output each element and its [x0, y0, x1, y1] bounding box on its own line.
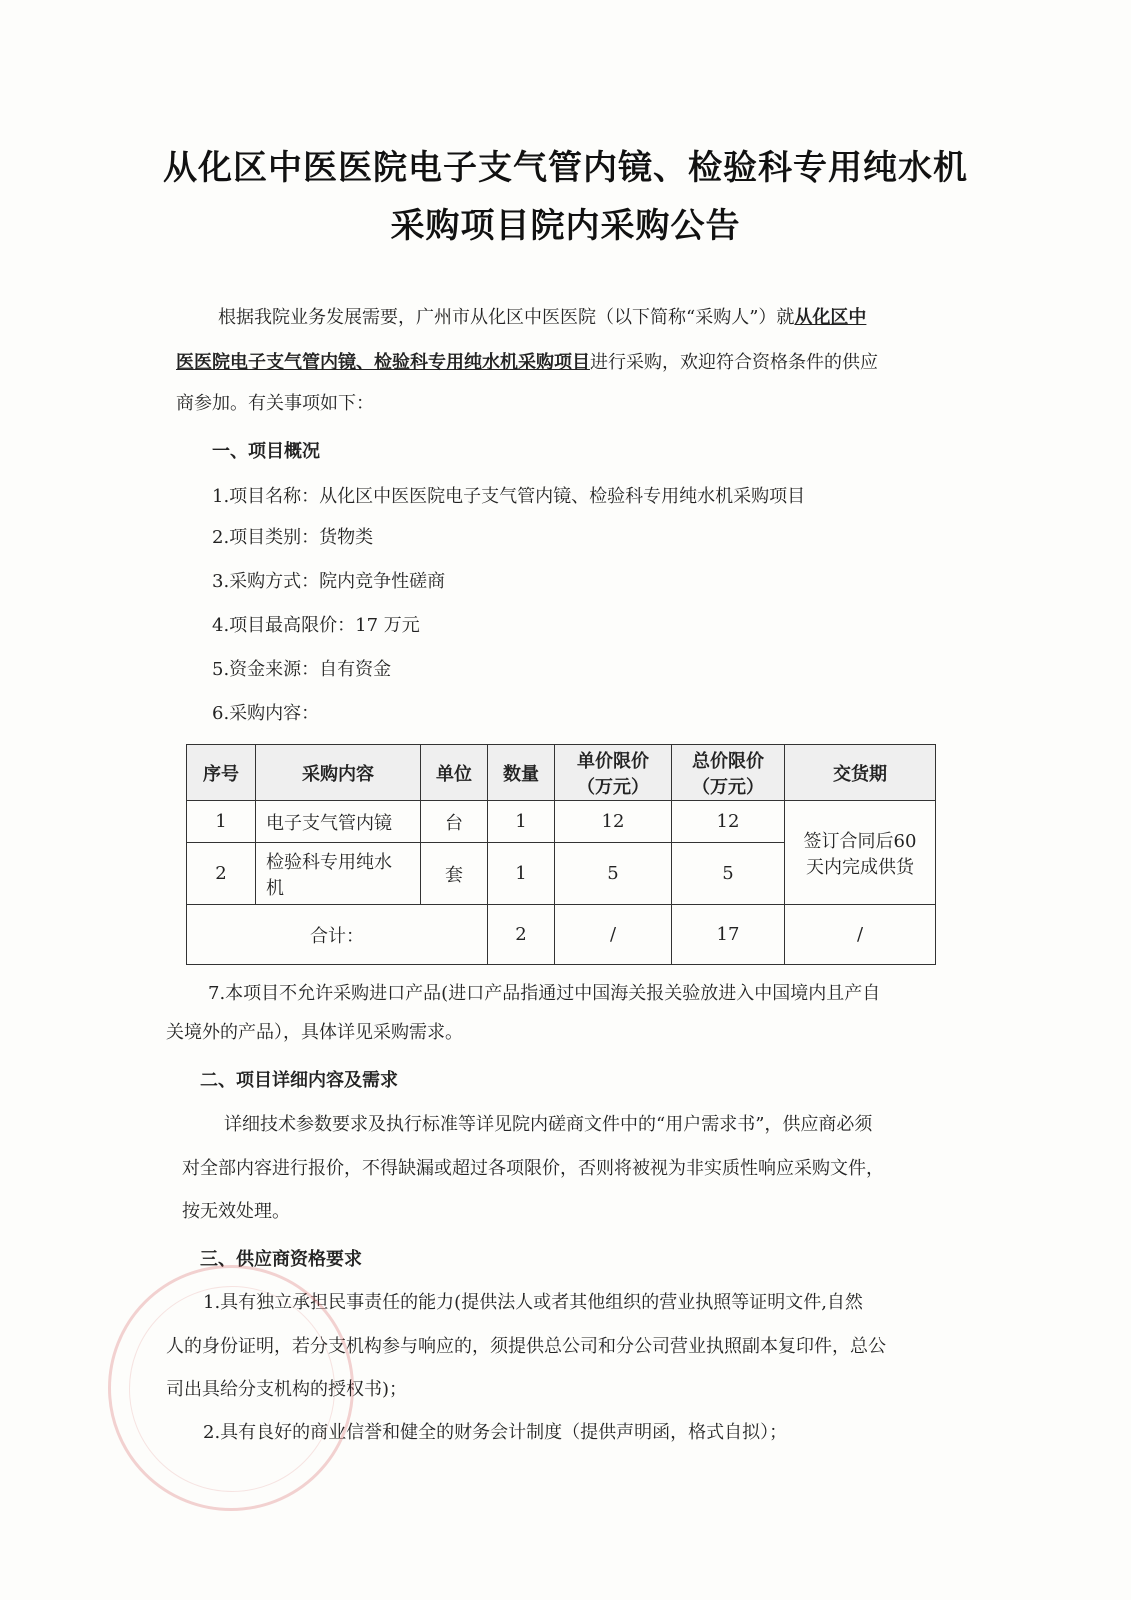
cell-total: 5: [672, 843, 785, 905]
cell-unit: 台: [421, 801, 488, 843]
cell-total: 12: [672, 801, 785, 843]
section-3-heading: 三、供应商资格要求: [200, 1249, 362, 1270]
cell-total-label: 合计：: [187, 905, 488, 965]
cell-item: 电子支气管内镜: [256, 801, 421, 843]
section-1-item-1: 1.项目名称：从化区中医医院电子支气管内镜、检验科专用纯水机采购项目: [212, 486, 806, 507]
cell-unit-price: 5: [555, 843, 672, 905]
section-1-item-2: 2.项目类别：货物类: [212, 527, 374, 548]
cell-qty: 1: [488, 801, 555, 843]
intro-text-2: 进行采购，欢迎符合资格条件的供应: [590, 352, 878, 373]
cell-no: 1: [187, 801, 256, 843]
section-1-item-6: 6.采购内容：: [212, 703, 320, 724]
procurement-table: [186, 744, 936, 965]
cell-delivery: 签订合同后60 天内完成供货: [785, 801, 936, 905]
item-7-line-2: 关境外的产品），具体详见采购需求。: [166, 1022, 463, 1043]
header-total-price: 总价限价 （万元）: [672, 745, 785, 801]
section-2-line-3: 按无效处理。: [182, 1201, 290, 1222]
title-line-1: 从化区中医医院电子支气管内镜、检验科专用纯水机: [163, 148, 968, 188]
seal-inner-ring: [129, 1286, 335, 1492]
official-seal-stamp: [108, 1265, 354, 1511]
cell-total-sum: 17: [672, 905, 785, 965]
cell-total-delivery: /: [785, 905, 936, 965]
intro-line-3: 商参加。有关事项如下：: [176, 393, 374, 414]
req-1-line-2: 人的身份证明，若分支机构参与响应的，须提供总公司和分公司营业执照副本复印件，总公: [166, 1336, 886, 1357]
cell-item: 检验科专用纯水 机: [256, 843, 421, 905]
header-no: 序号: [187, 745, 256, 801]
cell-total-unit-price: /: [555, 905, 672, 965]
section-2-heading: 二、项目详细内容及需求: [200, 1070, 398, 1091]
project-name-a: 从化区中: [794, 307, 867, 328]
section-2-line-2: 对全部内容进行报价，不得缺漏或超过各项限价，否则将被视为非实质性响应采购文件，: [182, 1158, 884, 1179]
title-line-2: 采购项目院内采购公告: [390, 206, 741, 246]
cell-no: 2: [187, 843, 256, 905]
section-2-line-1: 详细技术参数要求及执行标准等详见院内磋商文件中的“用户需求书”，供应商必须: [224, 1114, 873, 1135]
cell-unit-price: 12: [555, 801, 672, 843]
req-1-line-1: 1.具有独立承担民事责任的能力(提供法人或者其他组织的营业执照等证明文件,自然: [203, 1292, 863, 1313]
intro-line-1: [218, 307, 866, 329]
section-1-heading: 一、项目概况: [212, 441, 320, 462]
header-qty: 数量: [488, 745, 555, 801]
req-2: 2.具有良好的商业信誉和健全的财务会计制度（提供声明函，格式自拟）；: [203, 1422, 788, 1443]
header-delivery: 交货期: [785, 745, 936, 801]
section-1-item-3: 3.采购方式：院内竞争性磋商: [212, 571, 446, 592]
table-header-row: [187, 745, 936, 801]
table-row: [187, 801, 936, 843]
intro-line-2: [176, 352, 878, 374]
header-item: 采购内容: [256, 745, 421, 801]
cell-unit: 套: [421, 843, 488, 905]
section-1-item-4: 4.项目最高限价：17 万元: [212, 615, 420, 636]
section-1-item-5: 5.资金来源：自有资金: [212, 659, 392, 680]
req-1-line-3: 司出具给分支机构的授权书)；: [166, 1379, 408, 1400]
table-total-row: [187, 905, 936, 965]
header-unit-price: 单价限价 （万元）: [555, 745, 672, 801]
cell-total-qty: 2: [488, 905, 555, 965]
intro-text-1: 根据我院业务发展需要，广州市从化区中医医院（以下简称“采购人”）就: [218, 307, 795, 328]
project-name-b: 医医院电子支气管内镜、检验科专用纯水机采购项目: [176, 352, 590, 373]
cell-qty: 1: [488, 843, 555, 905]
item-7-line-1: 7.本项目不允许采购进口产品(进口产品指通过中国海关报关验放进入中国境内且产自: [208, 983, 881, 1004]
header-unit: 单位: [421, 745, 488, 801]
